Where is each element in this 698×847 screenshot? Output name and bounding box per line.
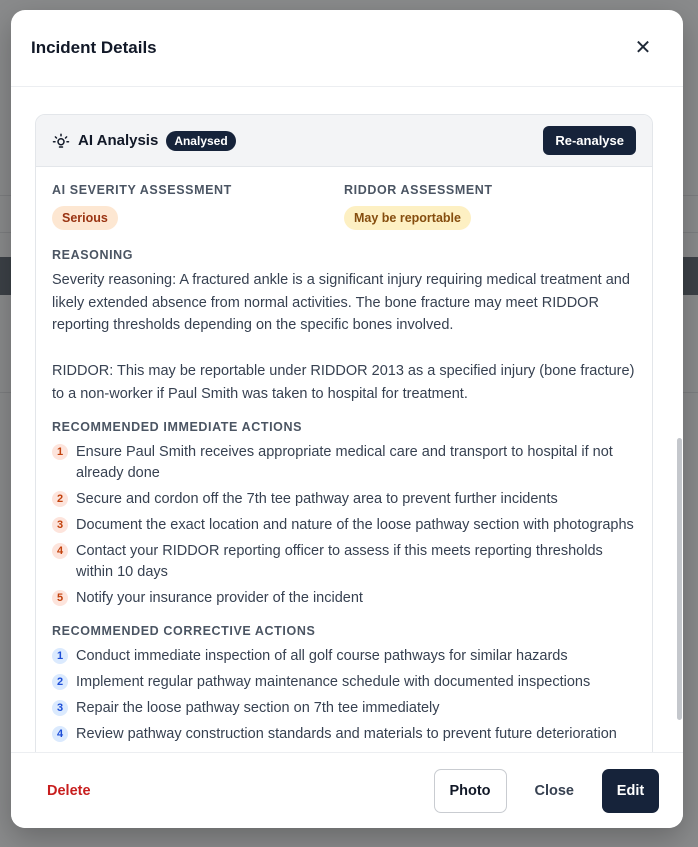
corrective-actions-label: RECOMMENDED CORRECTIVE ACTIONS bbox=[52, 624, 316, 639]
delete-button[interactable]: Delete bbox=[35, 783, 103, 799]
list-item-text: Secure and cordon off the 7th tee pathway area to prevent further incidents bbox=[76, 491, 558, 508]
immediate-actions-list bbox=[52, 442, 636, 609]
ai-analysis-title: AI Analysis bbox=[78, 132, 159, 149]
close-icon[interactable]: ✕ bbox=[634, 37, 652, 59]
severity-assessment bbox=[52, 183, 344, 230]
list-item bbox=[52, 588, 636, 609]
photo-button[interactable]: Photo bbox=[434, 769, 507, 813]
incident-details-modal bbox=[11, 10, 683, 828]
modal-header bbox=[11, 10, 683, 87]
list-item bbox=[52, 489, 636, 510]
list-item-text: Contact your RIDDOR reporting officer to assess if this meets reporting thresholds within 10 days bbox=[76, 543, 603, 581]
list-number: 1 bbox=[52, 648, 68, 664]
list-item bbox=[52, 442, 636, 484]
riddor-label: RIDDOR ASSESSMENT bbox=[344, 183, 493, 197]
list-number: 4 bbox=[52, 726, 68, 742]
lightbulb-icon bbox=[52, 132, 70, 150]
riddor-assessment bbox=[344, 183, 636, 230]
ai-analysis-content bbox=[36, 167, 652, 745]
modal-title: Incident Details bbox=[31, 38, 157, 57]
list-item-text: Implement regular pathway maintenance schedule with documented inspections bbox=[76, 674, 591, 691]
list-number: 2 bbox=[52, 674, 68, 690]
corrective-actions-list bbox=[52, 646, 636, 745]
list-item-text: Ensure Paul Smith receives appropriate medical care and transport to hospital if not already done bbox=[76, 444, 613, 482]
modal-footer bbox=[11, 752, 683, 828]
list-item-text: Repair the loose pathway section on 7th tee immediately bbox=[76, 700, 440, 717]
list-number: 3 bbox=[52, 700, 68, 716]
list-item-text: Notify your insurance provider of the incident bbox=[76, 590, 363, 607]
ai-analysis-card bbox=[35, 114, 653, 752]
list-number: 2 bbox=[52, 491, 68, 507]
list-item-text: Review pathway construction standards and materials to prevent future deterioration bbox=[76, 726, 617, 743]
edit-button[interactable]: Edit bbox=[602, 769, 659, 813]
list-number: 4 bbox=[52, 543, 68, 559]
scrollbar-thumb[interactable] bbox=[677, 438, 682, 720]
severity-label: AI SEVERITY ASSESSMENT bbox=[52, 183, 232, 197]
ai-analysis-header bbox=[36, 115, 652, 167]
list-item bbox=[52, 541, 636, 583]
list-number: 3 bbox=[52, 517, 68, 533]
list-item bbox=[52, 698, 636, 719]
footer-actions bbox=[434, 769, 660, 813]
status-badge: Analysed bbox=[166, 131, 235, 151]
list-item bbox=[52, 672, 636, 693]
list-item bbox=[52, 724, 636, 745]
scrollbar[interactable] bbox=[675, 88, 683, 752]
modal-body[interactable] bbox=[11, 88, 683, 752]
reasoning-label: REASONING bbox=[52, 248, 134, 262]
list-number: 5 bbox=[52, 590, 68, 606]
severity-badge: Serious bbox=[52, 206, 118, 230]
list-number: 1 bbox=[52, 444, 68, 460]
list-item-text: Document the exact location and nature of the loose pathway section with photographs bbox=[76, 517, 634, 534]
immediate-actions-label: RECOMMENDED IMMEDIATE ACTIONS bbox=[52, 420, 303, 435]
close-button[interactable]: Close bbox=[534, 782, 574, 799]
reanalyse-button[interactable]: Re-analyse bbox=[543, 126, 636, 155]
assessment-row bbox=[52, 183, 636, 230]
list-item bbox=[52, 646, 636, 667]
reasoning-text: Severity reasoning: A fractured ankle is a significant injury requiring medical treatment and likely extended absence from normal activities. The bone fracture may meet RIDDOR reporting thresholds depending on the specific bones involved. RIDDOR: This may be reportable under RIDDOR 2013 as a specified injury (bone fracture) to a non-worker if Paul Smith was taken to hospital for treatment. bbox=[52, 272, 635, 402]
list-item bbox=[52, 515, 636, 536]
riddor-badge: May be reportable bbox=[344, 206, 471, 230]
list-item-text: Conduct immediate inspection of all golf course pathways for similar hazards bbox=[76, 648, 568, 665]
